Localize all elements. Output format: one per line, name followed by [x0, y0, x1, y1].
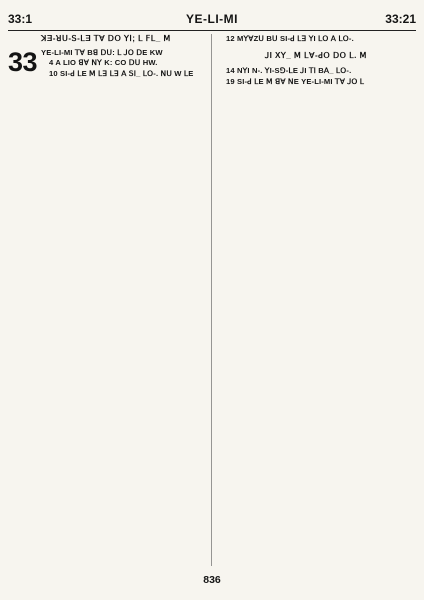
- column-divider: [211, 34, 212, 566]
- header-chapter-end: 33:21: [385, 12, 416, 26]
- chapter-heading: ꓘƎ-ꓤꓴ-ꓢ-ꓡƎ ꓔꓯ ꓓꓳ ꓬꓲ; ꓡ ꓝꓡ_ ꓟ: [41, 34, 171, 43]
- header-rule: [8, 30, 416, 31]
- paragraph: 4 A LIO ꓭꓯ ꓠꓬ K: CO ꓓꓴ HW.: [49, 58, 158, 68]
- book-title: YE-LI-MI: [186, 12, 238, 26]
- left-column: [8, 34, 204, 566]
- paragraph: 19 SI-ꓒ ꓡE ꓟ ꓭꓯ ꓠE YE-LI-MI ꓔꓯ ꓙꓳ ꓡ: [226, 77, 365, 87]
- header-chapter-start: 33:1: [8, 12, 33, 26]
- paragraph: 12 MꓬꓯZꓴ Bꓴ SI-ꓒ ꓡꓱ ꓬI ꓡꓳ ꓮ ꓡꓳ-.: [226, 34, 354, 43]
- page-number: 836: [203, 574, 221, 586]
- section-heading: ꓙI Xꓬ_ ꓟ ꓡꓯ-ꓒꓳ ꓓꓳ ꓡ. ꓟ: [265, 50, 367, 60]
- paragraph: 14 NꓬI N-. ꓬI-Sꓨ-ꓡE ꓙI ꓔꓲ Bꓮ_ ꓡꓳ-.: [226, 66, 352, 76]
- chapter-first-line: YE-LI-MI ꓔꓯ Bꓭ ꓓꓴ: ꓡ ꓙꓳ ꓓE KW: [41, 47, 163, 57]
- paragraph: 10 SI-ꓒ ꓡE ꓟ ꓡꓱ ꓡꓱ ꓮ ꓢꓲ_ ꓡꓳ-. ꓠꓴ W ꓡE: [49, 69, 194, 79]
- running-header: [8, 10, 416, 28]
- chapter-number: 33: [8, 46, 38, 77]
- bible-page: [8, 10, 416, 592]
- right-column: [218, 34, 414, 566]
